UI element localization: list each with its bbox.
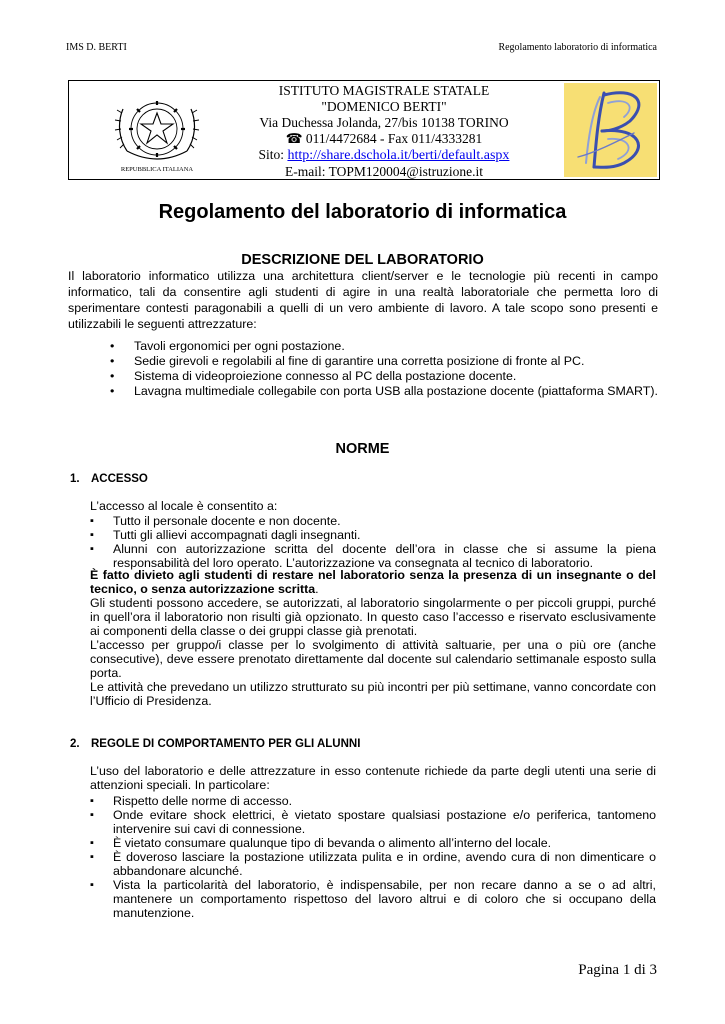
institute-phone [224,131,544,147]
accesso-p3: Le attività che prevedano un utilizzo strutturato su più incontri per più settimane, vanno concordate con l’Ufficio di Presidenza. [90,680,656,708]
running-header [66,42,657,53]
accesso-p1: Gli studenti possono accedere, se autorizzati, al laboratorio singolarmente o per piccoli gruppi, purché in quell’ora il laboratorio non risulti già opzionato. In questo caso l’accesso e riservato esclusivamente ai componenti della classe o dei gruppi classe già prenotati. [90,596,656,638]
accesso-p2: L’accesso per gruppo/i classe per lo svolgimento di attività saltuarie, per una o più ore (anche consecutive), deve essere prenotato direttamente dal docente sul calendario settimanale esposto sulla porta. [90,638,656,680]
seal-text: REPUBBLICA ITALIANA [120,166,194,173]
list-item: ▪ Vista la particolarità del laboratorio, è indispensabile, per non recare danno a se o ad altri, mantenere un comportamento rispettoso del lavoro altrui e di coloro che si occupano della manutenzione. [90,878,656,920]
section-title: REGOLE DI COMPORTAMENTO PER GLI ALUNNI [91,738,361,750]
accesso-rules [90,568,656,708]
accesso-intro: L’accesso al locale è consentito a: [90,499,278,513]
site-label: Sito: [258,147,288,162]
list-item: • Tavoli ergonomici per ogni postazione. [110,339,658,354]
site-link[interactable]: http://share.dschola.it/berti/default.aspx [287,148,510,163]
institute-type: ISTITUTO MAGISTRALE STATALE [278,83,490,98]
phone-fax: 011/4472684 - Fax 011/4333281 [302,131,483,146]
phone-icon: ☎ [285,131,303,146]
letterhead [68,80,660,180]
accesso-list [90,514,656,570]
list-item: • Lavagna multimediale collegabile con porta USB alla postazione docente (piattaforma SMART). [110,384,658,399]
section-accesso-heading [70,473,148,485]
institute-site [224,147,544,164]
page-number: Pagina 1 di 3 [578,962,657,978]
regole-intro: L’uso del laboratorio e delle attrezzature in esso contenute richiede da parte degli utenti una serie di attenzioni speciali. In particolare: [90,764,656,792]
section-number: 1. [70,473,80,485]
regole-list [90,794,656,920]
list-item: ▪ Rispetto delle norme di accesso. [90,794,656,808]
letterhead-text [224,83,544,180]
institute-name: "DOMENICO BERTI" [321,99,447,114]
list-item: ▪ Onde evitare shock elettrici, è vietato spostare qualsiasi postazione e/o periferica, tantomeno intervenire sui cavi di connessione. [90,808,656,836]
italian-republic-emblem-icon [113,89,201,175]
section-title: ACCESSO [91,473,148,485]
prohibition-text: È fatto divieto agli studenti di restare nel laboratorio senza la presenza di un insegnante o del tecnico, o senza autorizzazione scritta [90,568,656,596]
prohibition-end: . [315,582,319,596]
norme-heading: NORME [335,441,390,457]
section-number: 2. [70,738,80,750]
list-item: ▪ Tutti gli allievi accompagnati dagli insegnanti. [90,528,656,542]
school-b-logo-icon [564,83,657,177]
institute-email: E-mail: TOPM120004@istruzione.it [285,164,483,179]
institute-address: Via Duchessa Jolanda, 27/bis 10138 TORINO [259,115,509,130]
descrizione-text: Il laboratorio informatico utilizza una architettura client/server e le tecnologie più recenti in campo informatico, tali da consentire agli studenti di agire in una realtà laboratoriale che permetta loro di sperimentare contesti paragonabili a quelli di un vero ambiente di lavoro. A tale scopo sono presenti e utilizzabili le seguenti attrezzature: [68,269,658,331]
descrizione-heading: DESCRIZIONE DEL LABORATORIO [241,252,484,268]
list-item: ▪ È vietato consumare qualunque tipo di bevanda o alimento all’interno del locale. [90,836,656,850]
list-item: ▪ Alunni con autorizzazione scritta del docente dell’ora in classe che si assume la piena responsabilità del loro operato. L’autorizzazione va consegnata al tecnico di laboratorio. [90,542,656,570]
equipment-list [110,339,658,399]
list-item: • Sistema di videoproiezione connesso al PC della postazione docente. [110,369,658,384]
section-regole-heading [70,738,360,750]
page-title: Regolamento del laboratorio di informatica [158,201,567,223]
header-right: Regolamento laboratorio di informatica [498,42,657,53]
list-item: ▪ Tutto il personale docente e non docente. [90,514,656,528]
accesso-prohibition [90,568,656,596]
list-item: ▪ È doveroso lasciare la postazione utilizzata pulita e in ordine, avendo cura di non dimenticare o abbandonare alcunché. [90,850,656,878]
header-left: IMS D. BERTI [66,42,127,53]
list-item: • Sedie girevoli e regolabili al fine di garantire una corretta posizione di fronte al PC. [110,354,658,369]
